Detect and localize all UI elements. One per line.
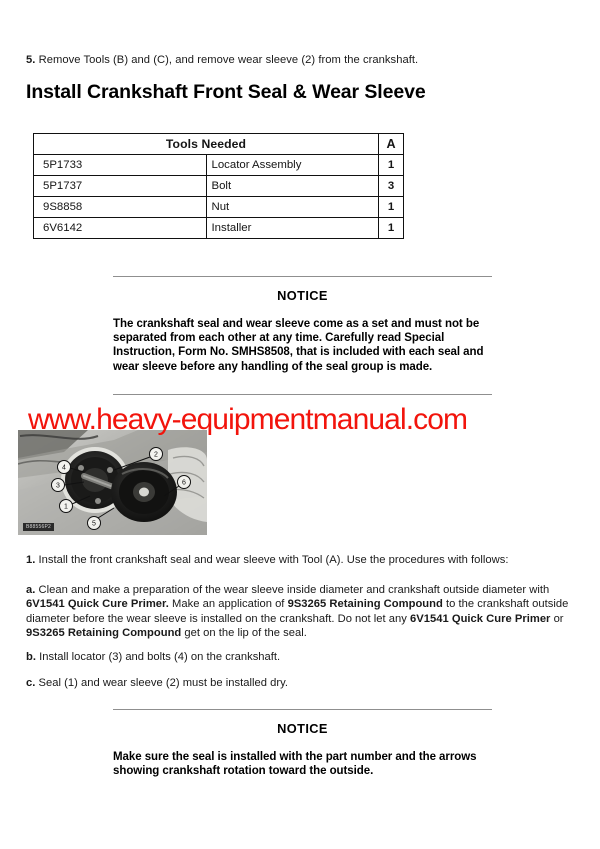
tool-description: Locator Assembly	[206, 155, 379, 176]
callout-2: 2	[154, 451, 158, 459]
step-c-text: Seal (1) and wear sleeve (2) must be installed dry.	[35, 677, 289, 689]
table-header-row	[34, 134, 404, 155]
tool-quantity: 1	[379, 197, 404, 218]
step-5-text: Remove Tools (B) and (C), and remove wear sleeve (2) from the crankshaft.	[35, 54, 419, 66]
notice-top-rule	[113, 276, 492, 277]
tools-needed-table	[33, 133, 404, 239]
page-title: Install Crankshaft Front Seal & Wear Sleeve	[26, 81, 426, 103]
step-a-primer-bold-2: 6V1541 Quick Cure Primer	[410, 612, 551, 625]
tools-needed-header: Tools Needed	[34, 134, 379, 155]
step-c-number: c.	[26, 677, 36, 689]
step-b-number: b.	[26, 651, 36, 663]
tool-part-number: 9S8858	[34, 197, 207, 218]
tool-part-number: 5P1737	[34, 176, 207, 197]
step-a-text-2: Make an application of	[168, 598, 288, 611]
callout-1: 1	[64, 503, 68, 511]
tool-description: Installer	[206, 218, 379, 239]
step-a-text-5: get on the lip of the seal.	[181, 626, 307, 639]
figure-id-chip: B88556P2	[23, 523, 54, 531]
step-1-number: 1.	[26, 554, 36, 566]
step-1-text: Install the front crankshaft seal and wear sleeve with Tool (A). Use the procedures with follows:	[35, 554, 509, 566]
tool-description: Bolt	[206, 176, 379, 197]
table-row	[34, 155, 404, 176]
tool-part-number: 6V6142	[34, 218, 207, 239]
notice-title: NOTICE	[277, 721, 328, 736]
notice-top-rule	[113, 709, 492, 710]
notice-block-2	[113, 709, 492, 778]
step-b-paragraph	[26, 650, 578, 664]
step-1-paragraph	[26, 553, 578, 567]
callout-5: 5	[92, 520, 96, 528]
tool-description: Nut	[206, 197, 379, 218]
notice-body: The crankshaft seal and wear sleeve come as a set and must not be separated from each other at any time. Carefully read Special Instruction, Form No. SMHS8508, that is included with each seal and wear sleeve before any handling of the seal group is made.	[113, 318, 484, 373]
step-a-paragraph	[26, 583, 578, 640]
step-a-text-4: or	[550, 612, 564, 625]
watermark-url: www.heavy-equipmentmanual.com	[28, 403, 468, 436]
notice-body: Make sure the seal is installed with the part number and the arrows showing crankshaft rotation toward the outside.	[113, 751, 477, 778]
step-a-text-1: Clean and make a preparation of the wear sleeve inside diameter and crankshaft outside diameter with	[35, 584, 550, 596]
tool-quantity: 1	[379, 155, 404, 176]
step-a-number: a.	[26, 584, 36, 596]
step-a-compound-bold-1: 9S3265 Retaining Compound	[287, 598, 443, 611]
qty-column-header: A	[379, 134, 404, 155]
step-5-paragraph	[26, 53, 571, 67]
step-a-primer-bold-1: 6V1541 Quick Cure Primer.	[26, 598, 169, 611]
figure-photo	[18, 430, 207, 535]
figure-illustration	[18, 430, 207, 535]
notice-block-1	[113, 276, 492, 395]
callout-4: 4	[62, 464, 66, 472]
table-row	[34, 218, 404, 239]
table-row	[34, 197, 404, 218]
step-b-text: Install locator (3) and bolts (4) on the crankshaft.	[35, 651, 281, 663]
step-5-number: 5.	[26, 54, 36, 66]
notice-bottom-rule	[113, 394, 492, 395]
notice-title: NOTICE	[277, 288, 328, 303]
step-a-compound-bold-2: 9S3265 Retaining Compound	[26, 626, 182, 639]
callout-3: 3	[56, 482, 60, 490]
tool-quantity: 3	[379, 176, 404, 197]
table-row	[34, 176, 404, 197]
step-c-paragraph	[26, 676, 578, 690]
tool-quantity: 1	[379, 218, 404, 239]
tool-part-number: 5P1733	[34, 155, 207, 176]
step-a-text-3: to the crankshaft outside diameter before the wear sleeve is installed on the crankshaft. Do not let any	[26, 598, 569, 625]
callout-6: 6	[182, 479, 186, 487]
